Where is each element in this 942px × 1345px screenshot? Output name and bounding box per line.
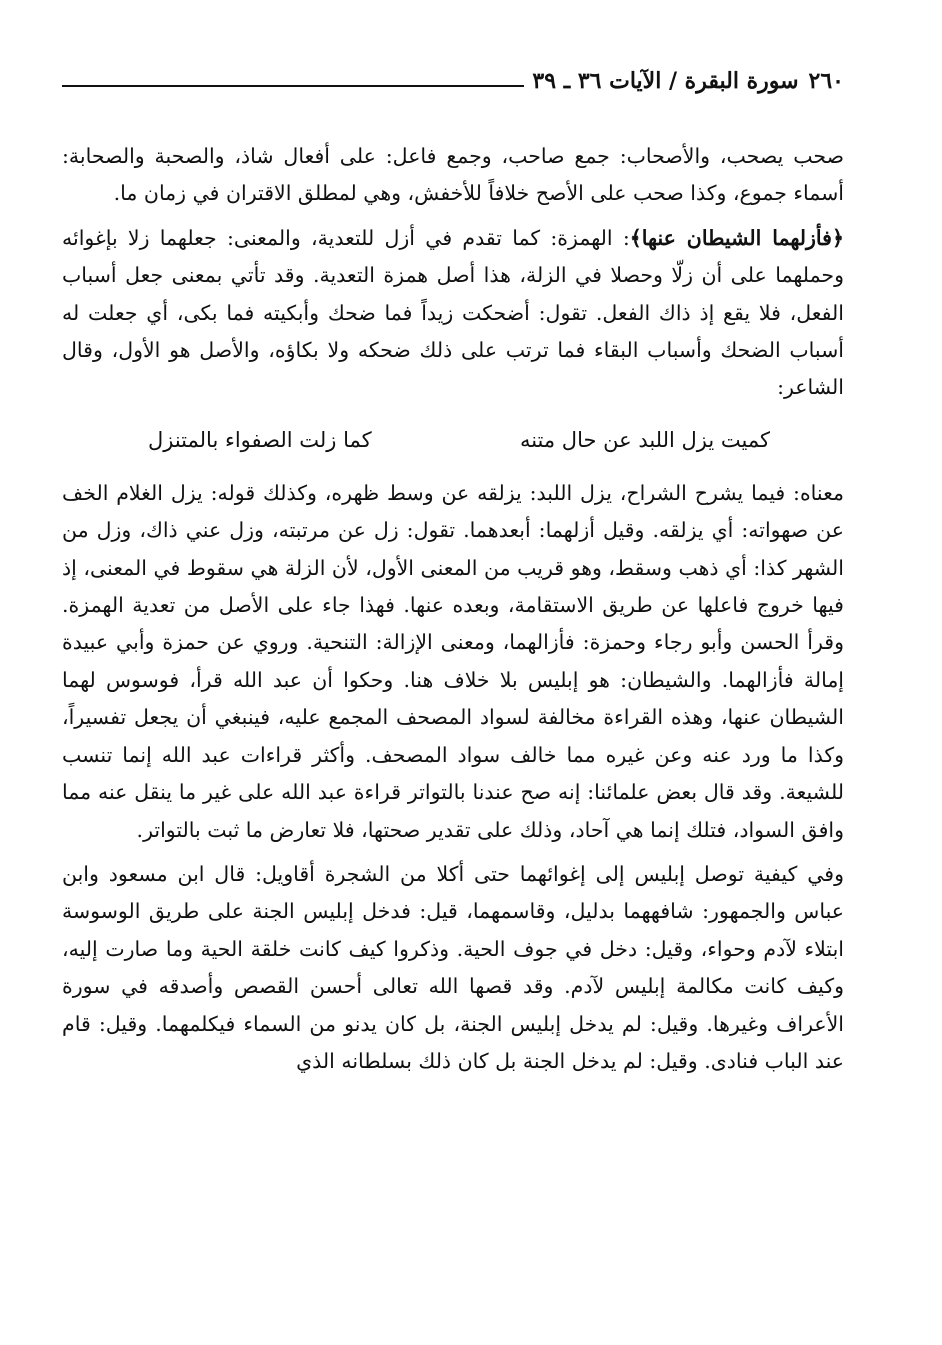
- paragraph-1: صحب يصحب، والأصحاب: جمع صاحب، وجمع فاعل: على أفعال شاذ، والصحبة والصحابة: أسماء جموع، وكذا صحب على الأصح خلافاً للأخفش، وهي لمطلق الاقتران في زمان ما.: [62, 144, 844, 206]
- quran-quote: ﴿فأزلهما الشيطان عنها﴾: [629, 225, 844, 250]
- paragraph-3: معناه: فيما يشرح الشراح، يزل اللبد: يزلقه عن وسط ظهره، وكذلك قوله: يزل الغلام الخف عن صهواته: أي يزلقه. وقيل أزلهما: أبعدهما. تقول: زل عن مرتبته، وزل عني ذاك، وزل من الشهر كذا: أي ذهب وسقط، وهو قريب من المعنى الأول، لأن الزلة هي سقوط في المعنى، إذ فيها خروج فاعلها عن طريق الاستقامة، وبعده عنها. فهذا جاء على الأصل من تعدية الهمزة. وقرأ الحسن وأبو رجاء وحمزة: فأزالهما، ومعنى الإزالة: التنحية. وروي عن حمزة وأبي عبيدة إمالة فأزالهما. والشيطان: هو إبليس بلا خلاف هنا. وحكوا أن عبد الله قرأ، فوسوس لهما الشيطان عنها، وهذه القراءة مخالفة لسواد المصحف المجمع عليه، فينبغي أن يجعل تفسيراً، وكذا ما ورد عنه وعن غيره مما خالف سواد المصحف. وأكثر قراءات عبد الله إنما تنسب للشيعة. وقد قال بعض علمائنا: إنه صح عندنا بالتواتر قراءة عبد الله على غير ما ينقل عنه مما وافق السواد، فتلك إنما هي آحاد، وذلك على تقدير صحتها، فلا تعارض ما ثبت بالتواتر.: [62, 480, 844, 842]
- paragraph-2: [62, 220, 844, 407]
- chapter-title: سورة البقرة / الآيات ٣٦ ـ ٣٩: [532, 68, 799, 94]
- page-header: [62, 62, 844, 94]
- header-rule: [62, 85, 524, 87]
- paragraph-4: وفي كيفية توصل إبليس إلى إغوائهما حتى أكلا من الشجرة أقاويل: قال ابن مسعود وابن عباس والجمهور: شافههما بدليل، وقاسمهما، قيل: فدخل إبليس الجنة على طريق الوسوسة ابتلاء لآدم وحواء، وقيل: دخل في جوف الحية. وذكروا كيف كانت خلقة الحية وما صارت إليه، وكيف كانت مكالمة إبليس لآدم. وقد قصها الله تعالى أحسن القصص وأصدقه في سورة الأعراف وغيرها. وقيل: لم يدخل إبليس الجنة، بل كان يدنو من السماء فيكلمهما. وقيل: قام عند الباب فنادى. وقيل: لم يدخل الجنة بل كان ذلك بسلطانه الذي: [62, 861, 844, 1073]
- book-page: [62, 62, 844, 1312]
- paragraph-2-text: : الهمزة: كما تقدم في أزل للتعدية، والمعنى: جعلهما زلا بإغوائه وحملهما على أن زلّا وحصلا في الزلة، هذا أصل همزة التعدية. وقد تأتي بمعنى جعل أسباب الفعل، فلا يقع إذ ذاك الفعل. تقول: أضحكت زيداً فما ضحك وأبكيته فما بكى، أي جعلت له أسباب الضحك وأسباب البقاء فما ترتب على ذلك ضحكه ولا بكاؤه، والأصل هو الأول، وقال الشاعر:: [62, 225, 845, 400]
- poetry-verse: [62, 414, 844, 469]
- verse-first-hemistich: كميت يزل اللبد عن حال متنه: [519, 427, 770, 452]
- page-number: ٢٦٠: [808, 68, 844, 94]
- verse-second-hemistich: كما زلت الصفواء بالمتنزل: [148, 427, 372, 452]
- body-text: [62, 138, 844, 1080]
